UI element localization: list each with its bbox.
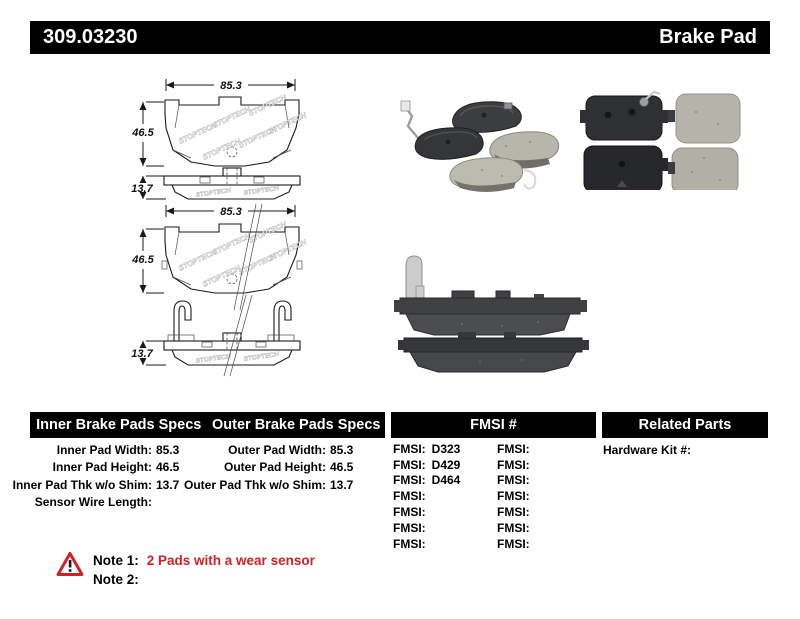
fmsi-row: FMSI: <box>497 536 530 551</box>
svg-text:STOPTECH: STOPTECH <box>201 263 242 289</box>
spec-row: Inner Pad Thk w/o Shim: 13.7 <box>12 477 180 492</box>
wear-sensor-wire-mark <box>224 295 252 376</box>
fmsi-row: FMSI: <box>497 457 530 472</box>
related-parts-header-bar <box>602 412 768 438</box>
part-number: 309.03230 <box>43 26 138 48</box>
dimension-thickness: 13.7 <box>131 348 153 360</box>
svg-text:STOPTECH: STOPTECH <box>195 353 232 365</box>
outer-pad-technical-drawing <box>118 198 378 388</box>
related-parts-header: Related Parts <box>638 417 732 433</box>
outer-specs-column <box>183 441 357 494</box>
inner-specs-header: Inner Brake Pads Specs <box>36 417 202 433</box>
svg-text:STOPTECH: STOPTECH <box>237 124 278 150</box>
dimension-width-top: 85.3 <box>220 206 242 218</box>
svg-text:STOPTECH: STOPTECH <box>243 351 280 363</box>
sensor-wire <box>406 108 418 138</box>
fmsi-row: FMSI: <box>497 441 530 456</box>
spec-row: Outer Pad Height: 46.5 <box>223 460 354 475</box>
note-2 <box>93 570 315 589</box>
svg-text:STOPTECH: STOPTECH <box>243 185 280 197</box>
fmsi-row: FMSI: D429 <box>393 457 461 472</box>
fmsi-left-column <box>393 441 466 552</box>
inner-specs-column <box>12 441 183 511</box>
brake-pads-photo-angled <box>398 90 563 202</box>
fmsi-row: FMSI: <box>497 489 530 504</box>
fmsi-row: FMSI: <box>393 520 426 535</box>
header-bar <box>30 21 770 54</box>
related-part-row: Hardware Kit #: <box>603 442 692 457</box>
related-parts-column <box>603 441 696 458</box>
fmsi-header-bar <box>391 412 596 438</box>
note-2-label: Note 2: <box>93 572 139 587</box>
spec-row: Sensor Wire Length: <box>34 495 152 510</box>
notes-block <box>93 551 315 589</box>
spec-row: Inner Pad Width: 85.3 <box>56 442 180 457</box>
fmsi-row: FMSI: D323 <box>393 441 461 456</box>
dimension-thickness: 13.7 <box>131 183 153 195</box>
svg-text:STOPTECH: STOPTECH <box>247 92 288 118</box>
sensor-connector <box>401 101 410 111</box>
wear-sensor-wire-mark <box>234 204 262 310</box>
sensor-wire-loop <box>524 170 535 189</box>
fmsi-right-column <box>497 441 570 552</box>
note-1 <box>93 551 315 570</box>
svg-text:STOPTECH: STOPTECH <box>201 136 242 162</box>
dimension-height: 46.5 <box>132 127 154 139</box>
svg-text:STOPTECH: STOPTECH <box>177 120 218 146</box>
fmsi-row: FMSI: <box>393 489 426 504</box>
note-1-text: 2 Pads with a wear sensor <box>146 553 315 568</box>
spec-row: Outer Pad Width: 85.3 <box>228 442 354 457</box>
svg-text:STOPTECH: STOPTECH <box>237 251 278 277</box>
svg-text:STOPTECH: STOPTECH <box>211 104 252 130</box>
fmsi-row: FMSI: <box>393 505 426 520</box>
svg-text:STOPTECH: STOPTECH <box>177 247 218 273</box>
warning-triangle-icon <box>56 551 84 577</box>
fmsi-row: FMSI: <box>497 520 530 535</box>
svg-text:STOPTECH: STOPTECH <box>211 231 252 257</box>
outer-specs-header: Outer Brake Pads Specs <box>212 417 381 433</box>
fmsi-row: FMSI: <box>497 473 530 488</box>
fmsi-row: FMSI: <box>393 536 426 551</box>
spec-row: Inner Pad Height: 46.5 <box>52 460 180 475</box>
note-1-label: Note 1: <box>93 553 139 568</box>
svg-text:STOPTECH: STOPTECH <box>267 110 308 136</box>
dimension-width-top: 85.3 <box>220 80 242 92</box>
fmsi-row: FMSI: D464 <box>393 473 461 488</box>
svg-text:STOPTECH: STOPTECH <box>247 219 288 245</box>
svg-text:STOPTECH: STOPTECH <box>267 237 308 263</box>
specs-header-bar <box>30 412 385 438</box>
fmsi-header: FMSI # <box>470 417 517 433</box>
fmsi-row: FMSI: <box>497 505 530 520</box>
brake-pads-photo-side <box>392 246 592 376</box>
product-name: Brake Pad <box>659 26 757 48</box>
inner-pad-technical-drawing <box>118 66 378 206</box>
svg-text:STOPTECH: STOPTECH <box>195 187 232 199</box>
brake-pads-photo-flat <box>580 88 745 190</box>
spec-row: Outer Pad Thk w/o Shim: 13.7 <box>183 477 354 492</box>
dimension-height: 46.5 <box>132 254 154 266</box>
